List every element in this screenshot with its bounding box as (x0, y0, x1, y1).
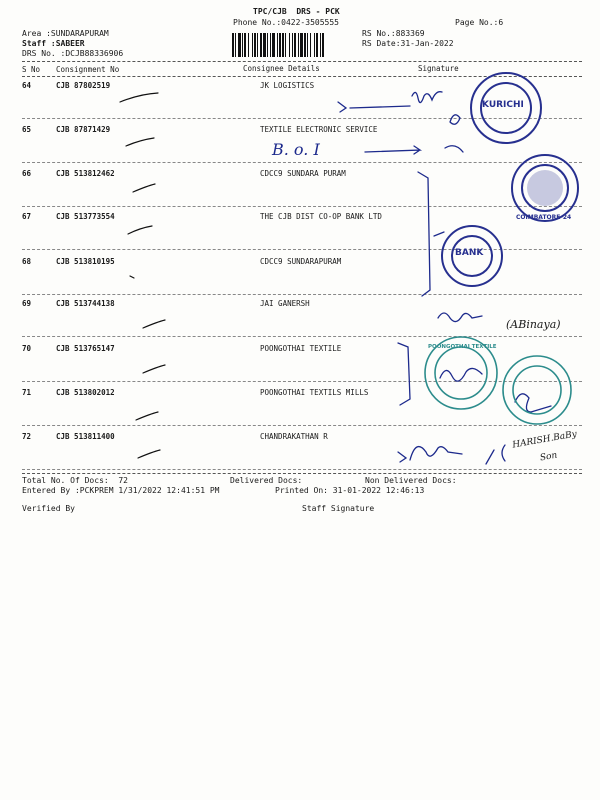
stamp-text-kurichi: KURICHI (482, 100, 524, 110)
col-sno: S No (22, 65, 41, 74)
row-sno: 72 (22, 432, 32, 441)
row-sno: 65 (22, 125, 32, 134)
col-signature: Signature (418, 64, 459, 73)
rs-date: RS Date:31-Jan-2022 (362, 39, 454, 48)
row-consignment: CJB 513802012 (56, 388, 115, 397)
stamp-text-poongothai: POONGOTHAI TEXTILE (428, 344, 497, 350)
signature-69 (438, 313, 482, 322)
area-label: Area :SUNDARAPURAM (22, 29, 109, 38)
signature-70 (440, 368, 482, 381)
stamp-text-coimbatore: COIMBATORE-24 (516, 214, 572, 221)
row-sno: 70 (22, 344, 32, 353)
entered-by: Entered By :PCKPREM 1/31/2022 12:41:51 PM (22, 486, 220, 495)
row-consignee: JAI GANERSH (260, 299, 310, 308)
non-delivered-docs: Non Delivered Docs: (365, 476, 457, 485)
signature-64 (412, 92, 442, 103)
bracket-70-71 (398, 343, 410, 405)
signature-mark-64a (338, 102, 346, 112)
row-consignee: POONGOTHAI TEXTILS MILLS (260, 388, 369, 397)
signature-line-64 (350, 106, 410, 108)
col-consignee: Consignee Details (243, 64, 320, 73)
row-consignment: CJB 513810195 (56, 257, 115, 266)
row-sno: 66 (22, 169, 32, 178)
row-sno: 69 (22, 299, 32, 308)
verified-by: Verified By (22, 504, 75, 513)
col-consignment: Consignment No (56, 65, 120, 74)
row-sno: 71 (22, 388, 32, 397)
row-consignment: CJB 513811400 (56, 432, 115, 441)
arrow-65 (365, 146, 420, 154)
rs-number: RS No.:883369 (362, 29, 425, 38)
footer-divider (22, 473, 582, 474)
printed-on: Printed On: 31-01-2022 12:46:13 (275, 486, 425, 495)
row-consignee: TEXTILE ELECTRONIC SERVICE (260, 125, 378, 134)
row-consignee: JK LOGISTICS (260, 81, 315, 90)
signature-72 (410, 447, 462, 460)
row-sno: 67 (22, 212, 32, 221)
row-sno: 64 (22, 81, 32, 90)
bracket-66-68 (418, 172, 430, 296)
row-consignment: CJB 513765147 (56, 344, 115, 353)
row-consignment: CJB 87871429 (56, 125, 111, 134)
handwritten-harish: HARISH.BaBy (511, 429, 578, 451)
row-consignee: THE CJB DIST CO-OP BANK LTD (260, 212, 382, 221)
total-docs: Total No. Of Docs: 72 (22, 476, 128, 485)
row-consignment: CJB 513744138 (56, 299, 115, 308)
handwritten-abinaya: (ABinaya) (506, 318, 561, 331)
page-number: Page No.:6 (455, 18, 504, 27)
staff-label: Staff :SABEER (22, 39, 85, 48)
signature-71 (515, 394, 551, 412)
row-consignee: CHANDRAKATHAN R (260, 432, 328, 441)
row-consignee: POONGOTHAI TEXTILE (260, 344, 342, 353)
delivered-docs: Delivered Docs: (230, 476, 303, 485)
phone-number: Phone No.:0422-3505555 (233, 18, 339, 27)
stamp-text-bank: BANK (455, 248, 484, 258)
handwritten-boi: B. o. I (272, 140, 320, 159)
row-consignment: CJB 87802519 (56, 81, 111, 90)
row-consignment: CJB 513773554 (56, 212, 115, 221)
row-consignment: CJB 513812462 (56, 169, 115, 178)
row-sno: 68 (22, 257, 32, 266)
row-consignee: CDCC9 SUNDARAPURAM (260, 257, 342, 266)
handwritten-son: Son (539, 450, 559, 464)
row-consignee: CDCC9 SUNDARA PURAM (260, 169, 346, 178)
document-title: TPC/CJB DRS - PCK (253, 7, 340, 16)
drs-number: DRS No. :DCJB88336906 (22, 49, 124, 58)
staff-signature: Staff Signature (302, 504, 375, 513)
